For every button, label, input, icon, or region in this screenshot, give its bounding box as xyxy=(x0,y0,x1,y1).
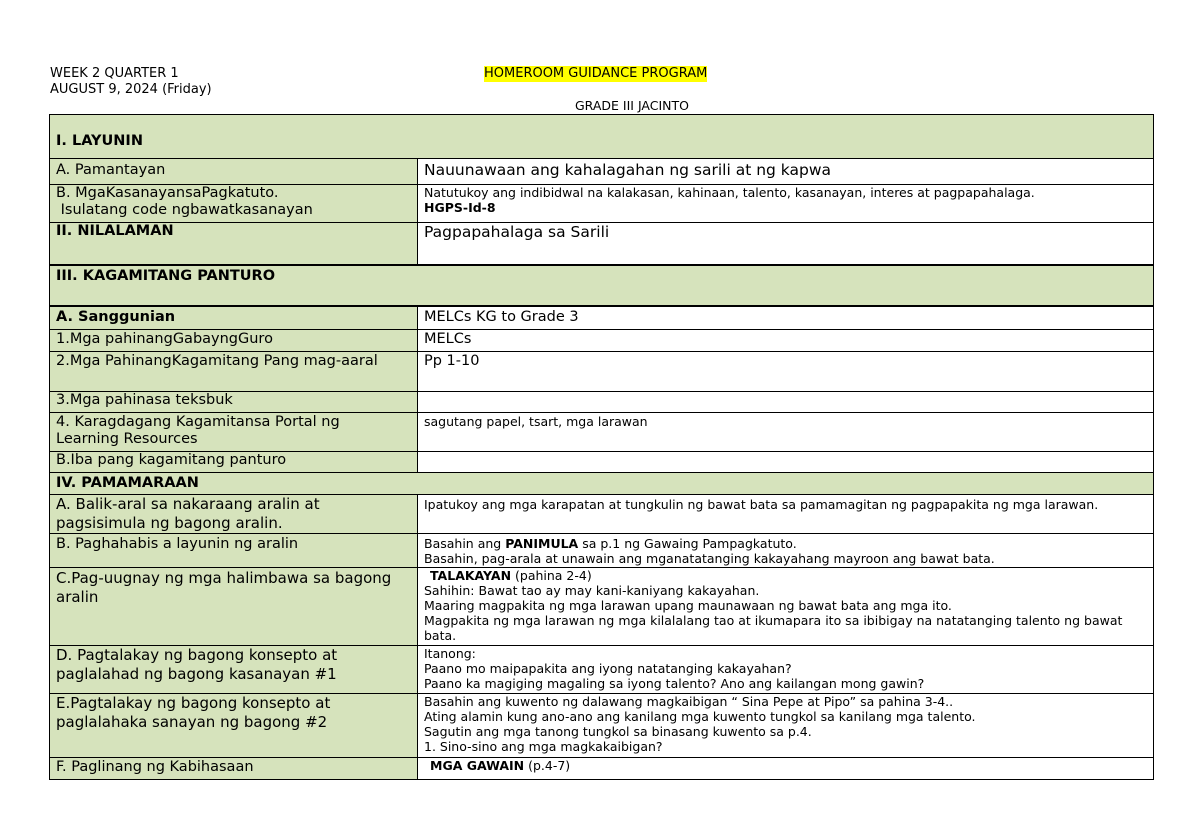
week-quarter: WEEK 2 QUARTER 1 xyxy=(50,66,179,81)
kasanayan-code: HGPS-Id-8 xyxy=(424,200,496,215)
table-row xyxy=(50,392,1154,413)
pagtalakay1-line1: Itanong: xyxy=(424,646,476,661)
kasanayan-label-line1: B. MgaKasanayansaPagkatuto. xyxy=(56,185,279,201)
gabay-value: MELCs xyxy=(418,330,1154,352)
section-kagamitan: III. KAGAMITANG PANTURO xyxy=(50,265,1154,306)
table-row xyxy=(50,330,1154,352)
paghahabis-label: B. Paghahabis a layunin ng aralin xyxy=(50,534,418,568)
table-row xyxy=(50,646,1154,694)
kasanayan-text: Natutukoy ang indibidwal na kalakasan, kahinaan, talento, kasanayan, interes at pagpapahalaga. xyxy=(424,185,1035,200)
paglinang-value: MGA GAWAIN (p.4-7) xyxy=(418,758,1154,780)
paghahabis-line1: Basahin ang PANIMULA sa p.1 ng Gawaing Pampagkatuto. xyxy=(424,536,797,551)
table-row xyxy=(50,758,1154,780)
table-row xyxy=(50,568,1154,646)
teksbuk-value xyxy=(418,392,1154,413)
paguugnay-line2: Sahihin: Bawat tao ay may kani-kaniyang kakayahan. xyxy=(424,583,760,598)
section-layunin: I. LAYUNIN xyxy=(50,115,1154,159)
pagtalakay1-value xyxy=(418,646,1154,694)
table-row xyxy=(50,306,1154,330)
table-row xyxy=(50,159,1154,185)
balik-value: Ipatukoy ang mga karapatan at tungkulin ng bawat bata sa pamamagitan ng pagpapakita ng mga larawan. xyxy=(418,495,1154,534)
paguugnay-label: C.Pag-uugnay ng mga halimbawa sa bagong aralin xyxy=(50,568,418,646)
pamantayan-value: Nauunawaan ang kahalagahan ng sarili at ng kapwa xyxy=(418,159,1154,185)
kagamitan-page-value: Pp 1-10 xyxy=(418,352,1154,392)
pagtalakay1-label: D. Pagtalakay ng bagong konsepto at paglalahad ng bagong kasanayan #1 xyxy=(50,646,418,694)
sanggunian-label: A. Sanggunian xyxy=(50,306,418,330)
table-row xyxy=(50,352,1154,392)
iba-value xyxy=(418,452,1154,473)
paguugnay-value xyxy=(418,568,1154,646)
table-row xyxy=(50,413,1154,452)
pagtalakay2-label: E.Pagtalakay ng bagong konsepto at paglalahaka sanayan ng bagong #2 xyxy=(50,694,418,758)
section-pamamaraan: IV. PAMAMARAAN xyxy=(50,473,1154,495)
kagamitan-page-label: 2.Mga PahinangKagamitang Pang mag-aaral xyxy=(50,352,418,392)
pagtalakay1-line3: Paano ka magiging magaling sa iyong talento? Ano ang kailangan mong gawin? xyxy=(424,676,925,691)
paghahabis-line2: Basahin, pag-arala at unawain ang mganatatanging kakayahang mayroon ang bawat bata. xyxy=(424,551,995,566)
iba-label: B.Iba pang kagamitang panturo xyxy=(50,452,418,473)
portal-value: sagutang papel, tsart, mga larawan xyxy=(418,413,1154,452)
pagtalakay2-line4: 1. Sino-sino ang mga magkakaibigan? xyxy=(424,739,663,754)
pagtalakay2-line3: Sagutin ang mga tanong tungkol sa binasang kuwento sa p.4. xyxy=(424,724,812,739)
table-row xyxy=(50,534,1154,568)
section-layunin-row xyxy=(50,115,1154,159)
pagtalakay1-line2: Paano mo maipapakita ang iyong natatanging kakayahan? xyxy=(424,661,792,676)
balik-label: A. Balik-aral sa nakaraang aralin at pagsisimula ng bagong aralin. xyxy=(50,495,418,534)
table-row xyxy=(50,185,1154,223)
paguugnay-line4: Magpakita ng mga larawan ng mga kilalalang tao at ikumapara ito sa ibibigay na natatanging talento ng bawat bata. xyxy=(424,613,1123,643)
section-kagamitan-row xyxy=(50,265,1154,306)
pagtalakay2-line2: Ating alamin kung ano-ano ang kanilang mga kuwento tungkol sa kanilang mga talento. xyxy=(424,709,976,724)
section-pamamaraan-row xyxy=(50,473,1154,495)
pagtalakay2-value xyxy=(418,694,1154,758)
kasanayan-value xyxy=(418,185,1154,223)
section-nilalaman: II. NILALAMAN xyxy=(50,223,418,265)
gabay-label: 1.Mga pahinangGabayngGuro xyxy=(50,330,418,352)
lesson-date: AUGUST 9, 2024 (Friday) xyxy=(50,82,212,97)
table-row xyxy=(50,694,1154,758)
teksbuk-label: 3.Mga pahinasa teksbuk xyxy=(50,392,418,413)
table-row xyxy=(50,452,1154,473)
kasanayan-label xyxy=(50,185,418,223)
paguugnay-line1: TALAKAYAN (pahina 2-4) xyxy=(430,568,592,583)
paguugnay-line3: Maaring magpakita ng mga larawan upang maunawaan ng bawat bata ang mga ito. xyxy=(424,598,952,613)
grade-section: GRADE III JACINTO xyxy=(575,98,689,113)
portal-label: 4. Karagdagang Kagamitansa Portal ng Learning Resources xyxy=(50,413,418,452)
pamantayan-label: A. Pamantayan xyxy=(50,159,418,185)
table-row xyxy=(50,495,1154,534)
pagtalakay2-line1: Basahin ang kuwento ng dalawang magkaibigan “ Sina Pepe at Pipo” sa pahina 3-4.. xyxy=(424,694,954,709)
nilalaman-value: Pagpapahalaga sa Sarili xyxy=(418,223,1154,265)
sanggunian-value: MELCs KG to Grade 3 xyxy=(418,306,1154,330)
table-row xyxy=(50,223,1154,265)
paghahabis-value xyxy=(418,534,1154,568)
program-title: HOMEROOM GUIDANCE PROGRAM xyxy=(484,66,708,81)
paglinang-label: F. Paglinang ng Kabihasaan xyxy=(50,758,418,780)
kasanayan-label-line2: Isulatang code ngbawatkasanayan xyxy=(56,202,313,218)
lesson-plan-table xyxy=(49,114,1154,780)
